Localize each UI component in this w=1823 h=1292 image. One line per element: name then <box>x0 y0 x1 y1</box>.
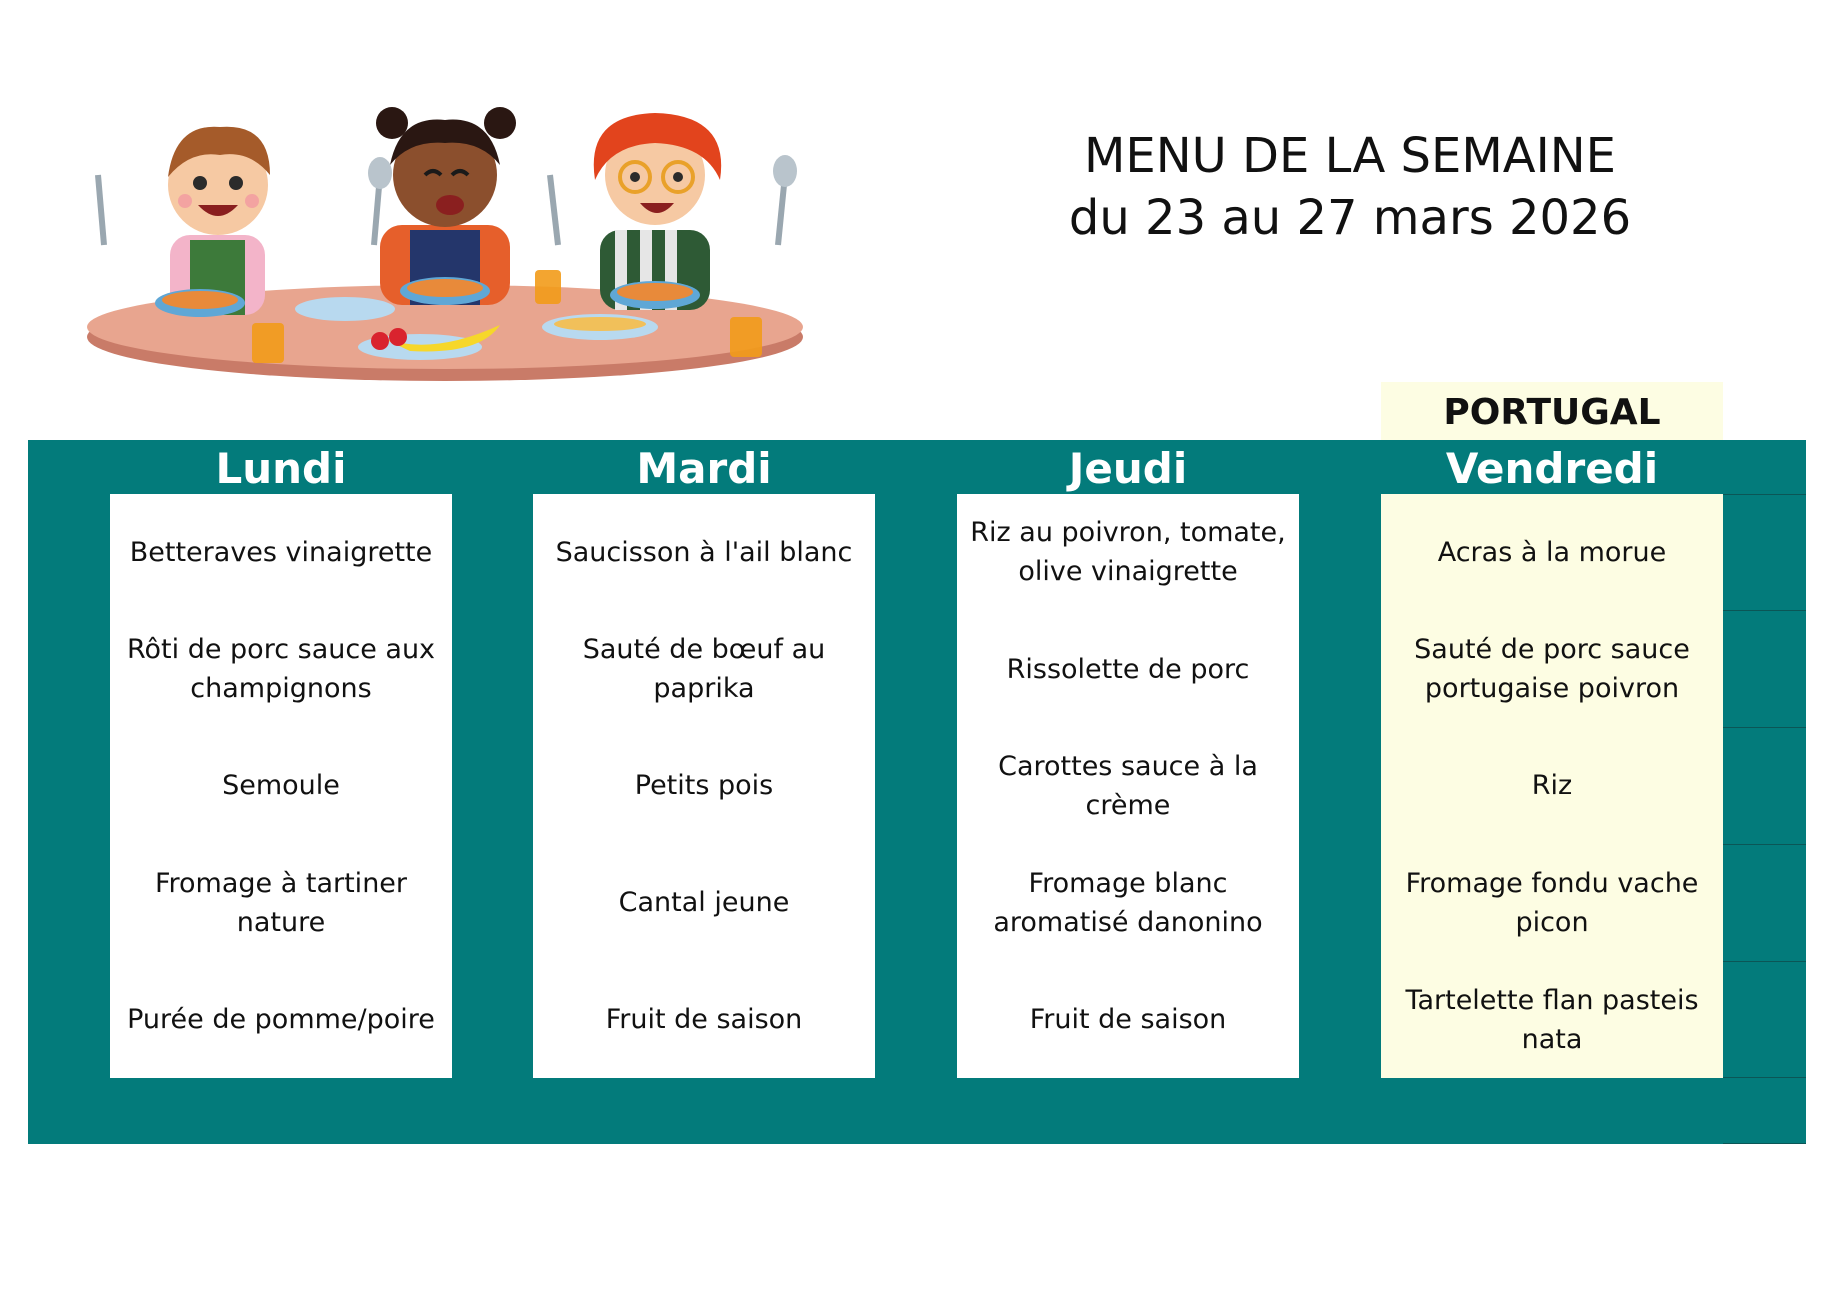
title-line-2: du 23 au 27 mars 2026 <box>1068 190 1632 246</box>
day-column-vendredi <box>1381 494 1723 1078</box>
menu-item-starter: Riz au poivron, tomate, olive vinaigrette <box>970 517 1286 588</box>
menu-item-side: Carottes sauce à la crème <box>998 750 1258 821</box>
special-theme-label: PORTUGAL <box>1381 382 1723 440</box>
child-middle-figure <box>376 107 516 305</box>
title-line-1: MENU DE LA SEMAINE <box>1084 128 1616 184</box>
menu-item-dairy: Fromage fondu vache picon <box>1405 867 1699 938</box>
separator-3 <box>1299 494 1381 1078</box>
menu-item-starter: Betteraves vinaigrette <box>129 536 433 568</box>
day-header-lundi: Lundi <box>215 444 347 493</box>
grid-line <box>1723 494 1806 495</box>
day-column-lundi <box>110 494 452 1078</box>
menu-item-dairy: Cantal jeune <box>618 887 790 919</box>
menu-item-side: Petits pois <box>634 770 774 802</box>
menu-item-starter: Acras à la morue <box>1437 536 1667 568</box>
separator-1 <box>452 494 533 1078</box>
menu-item-side: Riz <box>1531 770 1573 802</box>
day-header-mardi: Mardi <box>636 444 772 493</box>
grid-line <box>1723 610 1806 611</box>
grid-line <box>1723 1143 1806 1144</box>
menu-item-main: Sauté de bœuf au paprika <box>582 634 826 705</box>
grid-line <box>1723 1077 1806 1078</box>
day-column-jeudi <box>957 494 1299 1078</box>
menu-item-main: Rôti de porc sauce aux champignons <box>126 634 436 705</box>
day-header-jeudi: Jeudi <box>1068 444 1188 493</box>
separator-right <box>1723 494 1806 1078</box>
grid-line <box>1723 844 1806 845</box>
day-header-vendredi: Vendredi <box>1445 444 1659 493</box>
menu-item-dessert: Purée de pomme/poire <box>127 1004 435 1036</box>
menu-item-starter: Saucisson à l'ail blanc <box>555 536 853 568</box>
menu-item-side: Semoule <box>222 770 340 802</box>
menu-item-dessert: Fruit de saison <box>605 1004 803 1036</box>
day-column-mardi <box>533 494 875 1078</box>
separator-left <box>28 494 110 1078</box>
menu-item-dairy: Fromage blanc aromatisé danonino <box>993 867 1263 938</box>
grid-line <box>1723 727 1806 728</box>
menu-item-dessert: Tartelette flan pasteis nata <box>1405 984 1699 1055</box>
grid-line <box>1723 961 1806 962</box>
footer-band <box>28 1078 1806 1144</box>
kids-eating-illustration <box>80 105 820 405</box>
menu-item-main: Rissolette de porc <box>1006 653 1250 685</box>
separator-2 <box>875 494 957 1078</box>
menu-item-main: Sauté de porc sauce portugaise poivron <box>1414 634 1690 705</box>
page-title <box>1030 125 1670 249</box>
menu-item-dessert: Fruit de saison <box>1029 1004 1227 1036</box>
menu-item-dairy: Fromage à tartiner nature <box>154 867 408 938</box>
child-right-figure <box>550 113 797 310</box>
